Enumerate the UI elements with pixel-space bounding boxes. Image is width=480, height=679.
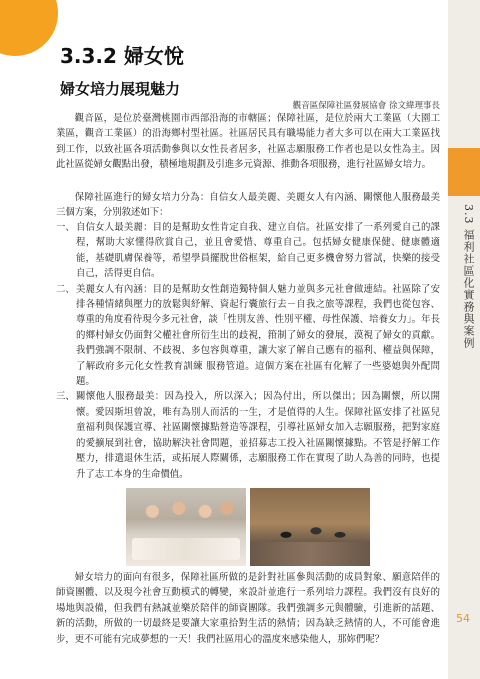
program-overview-paragraph: 保障社區進行的婦女培力分為：自信女人最美麗、美麗女人有內涵、關懷他人服務最美三個方案，分別敘述如下：	[56, 192, 440, 219]
corner-decoration	[0, 0, 58, 56]
chapter-tab	[448, 148, 480, 196]
photo-row	[126, 488, 370, 566]
list-item	[56, 282, 440, 390]
side-chapter-label: 3.3 福利社區化實務與案例	[462, 204, 475, 349]
article-title: 婦女培力展現魅力	[60, 80, 181, 98]
list-item-text: 自信女人最美麗：目的是幫助女性肯定自我、建立自信。社區安排了一系列愛自己的課程，幫助大家懂得欣賞自己，並且會愛惜、尊重自己。包括婦女健康保健、健康體適能，基礎肌膚保養等，希望學員擺脫世俗框架，給自己更多機會努力嘗試，快樂的接受自己，活得更自信。	[76, 222, 440, 280]
list-marker: 三、	[56, 391, 75, 403]
list-item-text: 美麗女人有內涵：目的是幫助女性創造獨特個人魅力並與多元社會做連結。社區除了安排各種情緒與壓力的放鬆與紓解、資起行囊旅行去－自我之旅等課程，我們也從包容、尊重的角度看待現今多元社會，談「性別友善、性別平權、母性保護、培養女力」。年長的鄉村婦女仍面對父權社會所衍生出的歧視，箝制了婦女的發展，漠視了婦女的貢獻。我們強調不限制、不歧視、多包容與尊重，讓大家了解自己應有的福利、權益與保障，了解政府多元化女性教育訓練 服務管道。這個方案在社區有化解了一些婆媳與外配問題。	[76, 283, 440, 388]
list-marker: 一、	[56, 222, 75, 233]
list-item	[56, 389, 440, 481]
list-marker: 二、	[56, 283, 75, 295]
activity-photo-classroom	[126, 488, 246, 566]
author-byline: 觀音區保障社區發展協會 徐文緯理事長	[292, 101, 440, 111]
activity-photo-exercise	[250, 488, 370, 566]
list-item	[56, 220, 440, 282]
program-list	[56, 220, 440, 482]
section-title: 3.3.2 婦女悅	[60, 44, 184, 68]
intro-paragraph: 觀音區，是位於臺灣桃園市西部沿海的市轄區；保障社區，是位於兩大工業區（大園工業區，觀音工業區）的沿海鄉村型社區。社區居民具有職場能力者大多可以在兩大工業區找到工作，以致社區各項活動參與以女性長者居多，社區志願服務工作者也是以女性為主。因此社區從婦女觀點出發，積極地規劃及引進多元資源、推動各項服務，進行社區婦女培力。	[56, 113, 440, 171]
list-item-text: 關懷他人服務最美：因為投入，所以深入；因為付出，所以傑出；因為關懷，所以開懷。愛因斯坦曾說，唯有為別人而活的一生，才是值得的人生。保障社區安排了社區兒童福利與保護宣導、社區關懷據點營造等課程，引導社區婦女加入志願服務，把對家庭的愛擴展到社會，協助解決社會問題，並招募志工投入社區關懷據點。不管是抒解工作壓力，排遣退休生活，或拓展人際關係，志願服務工作在實現了助人為善的同時，也提升了志工本身的生命價值。	[76, 391, 440, 480]
closing-paragraph: 婦女培力的面向有很多，保障社區所做的是針對社區參與活動的成員對象、願意陪伴的師資團體、以及現今社會互動模式的轉變，來設計並進行一系列培力課程。我們沒有良好的場地與設備，但我們有熱誠並樂於陪伴的師資團隊。我們強調多元與體驗，引進新的話題、新的活動，所做的一切最終是要讓大家重拾對生活的熱情；因為缺乏熱情的人，不可能會進步，更不可能有完成夢想的一天！我們社區用心的溫度來感染他人，那妳們呢？	[56, 572, 440, 645]
page-number: 54	[456, 612, 470, 625]
